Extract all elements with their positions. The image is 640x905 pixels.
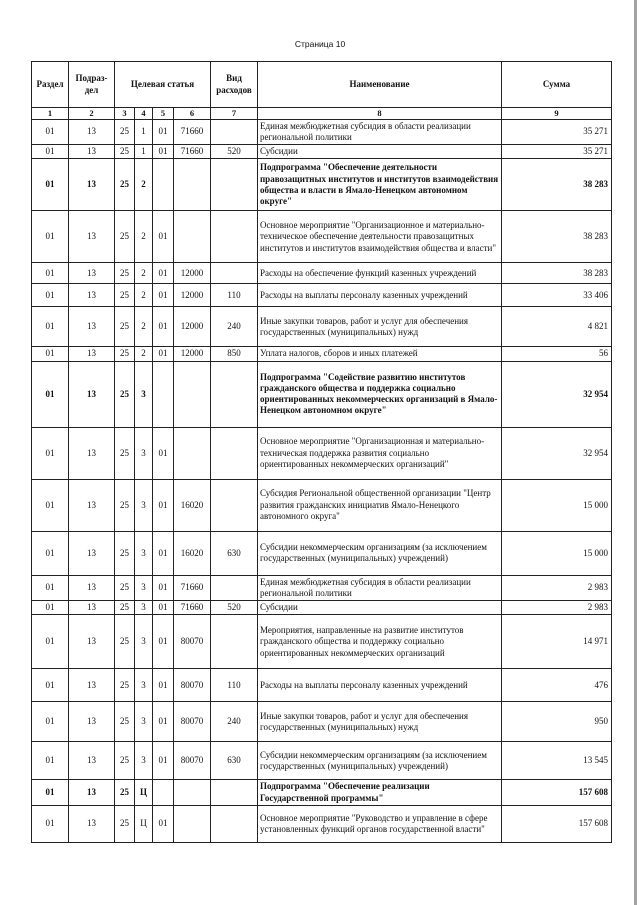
cell-target-code [174, 159, 211, 211]
cell-target-b: 3 [135, 427, 153, 479]
table-row [32, 307, 612, 347]
cell-vid-rashodov [211, 263, 258, 284]
cell-target-c: 01 [153, 263, 174, 284]
cell-target-a: 25 [115, 531, 135, 575]
cell-naimenovanie: Субсидии некоммерческим организациям (за исключением государственных (муниципальных) учреждений) [258, 531, 502, 575]
cell-vid-rashodov: 110 [211, 284, 258, 307]
cell-podrazdel: 13 [69, 427, 115, 479]
cell-target-a: 25 [115, 284, 135, 307]
cell-target-c: 01 [153, 742, 174, 780]
cell-target-b: 2 [135, 284, 153, 307]
cell-vid-rashodov [211, 427, 258, 479]
cell-target-c: 01 [153, 427, 174, 479]
cell-podrazdel: 13 [69, 669, 115, 702]
col-number: 2 [69, 108, 115, 120]
cell-target-code: 71660 [174, 601, 211, 615]
cell-vid-rashodov [211, 211, 258, 263]
cell-target-code: 12000 [174, 307, 211, 347]
header-celevaya-statya: Целевая статья [115, 62, 211, 108]
cell-naimenovanie: Расходы на выплаты персоналу казенных учреждений [258, 284, 502, 307]
cell-target-c: 01 [153, 531, 174, 575]
cell-target-b: Ц [135, 780, 153, 806]
header-vid-rashodov: Вид расходов [211, 62, 258, 108]
cell-vid-rashodov [211, 479, 258, 531]
cell-podrazdel: 13 [69, 479, 115, 531]
cell-razdel: 01 [32, 211, 69, 263]
cell-target-b: 3 [135, 361, 153, 427]
cell-razdel: 01 [32, 531, 69, 575]
cell-podrazdel: 13 [69, 284, 115, 307]
cell-target-code: 71660 [174, 119, 211, 145]
cell-naimenovanie: Иные закупки товаров, работ и услуг для обеспечения государственных (муниципальных) нужд [258, 702, 502, 742]
cell-target-a: 25 [115, 479, 135, 531]
cell-target-a: 25 [115, 211, 135, 263]
cell-naimenovanie: Субсидии [258, 601, 502, 615]
cell-naimenovanie: Основное мероприятие "Организационное и материально-техническое обеспечение деятельности правозащитных институтов и институтов взаимодействия общества и власти" [258, 211, 502, 263]
cell-target-a: 25 [115, 702, 135, 742]
cell-vid-rashodov: 520 [211, 601, 258, 615]
cell-razdel: 01 [32, 145, 69, 159]
cell-target-b: 2 [135, 159, 153, 211]
cell-target-c: 01 [153, 805, 174, 842]
header-podrazdel: Подраз-дел [69, 62, 115, 108]
col-number: 4 [135, 108, 153, 120]
cell-target-code: 16020 [174, 479, 211, 531]
table-header-row [32, 62, 612, 108]
cell-razdel: 01 [32, 742, 69, 780]
cell-summa: 950 [502, 702, 612, 742]
cell-target-b: 1 [135, 119, 153, 145]
cell-target-a: 25 [115, 742, 135, 780]
cell-target-b: 3 [135, 601, 153, 615]
page-number-label: Страница 10 [294, 39, 346, 49]
cell-razdel: 01 [32, 361, 69, 427]
cell-target-c: 01 [153, 702, 174, 742]
cell-target-code: 80070 [174, 615, 211, 669]
cell-target-b: 3 [135, 615, 153, 669]
cell-naimenovanie: Субсидии некоммерческим организациям (за исключением государственных (муниципальных) учреждений) [258, 742, 502, 780]
cell-target-b: 2 [135, 307, 153, 347]
cell-vid-rashodov [211, 615, 258, 669]
cell-vid-rashodov [211, 780, 258, 806]
cell-target-a: 25 [115, 119, 135, 145]
cell-target-code [174, 211, 211, 263]
cell-target-c: 01 [153, 211, 174, 263]
cell-razdel: 01 [32, 780, 69, 806]
table-row [32, 669, 612, 702]
cell-target-c: 01 [153, 347, 174, 361]
cell-target-code [174, 805, 211, 842]
table-row [32, 263, 612, 284]
cell-podrazdel: 13 [69, 119, 115, 145]
cell-target-a: 25 [115, 361, 135, 427]
cell-target-a: 25 [115, 307, 135, 347]
cell-target-c: 01 [153, 307, 174, 347]
cell-razdel: 01 [32, 479, 69, 531]
cell-target-a: 25 [115, 780, 135, 806]
cell-podrazdel: 13 [69, 805, 115, 842]
cell-target-a: 25 [115, 601, 135, 615]
col-number: 9 [502, 108, 612, 120]
cell-summa: 476 [502, 669, 612, 702]
cell-naimenovanie: Иные закупки товаров, работ и услуг для обеспечения государственных (муниципальных) нужд [258, 307, 502, 347]
cell-target-c: 01 [153, 615, 174, 669]
cell-target-code: 71660 [174, 575, 211, 601]
cell-naimenovanie: Подпрограмма "Обеспечение реализации Государственной программы" [258, 780, 502, 806]
cell-razdel: 01 [32, 119, 69, 145]
cell-podrazdel: 13 [69, 615, 115, 669]
cell-target-a: 25 [115, 347, 135, 361]
table-row [32, 615, 612, 669]
cell-naimenovanie: Субсидия Региональной общественной организации "Центр развития гражданских инициатив Ямало-Ненецкого автономного округа" [258, 479, 502, 531]
cell-vid-rashodov: 240 [211, 702, 258, 742]
cell-summa: 4 821 [502, 307, 612, 347]
cell-summa: 56 [502, 347, 612, 361]
table-row [32, 601, 612, 615]
cell-target-code: 16020 [174, 531, 211, 575]
budget-table [31, 61, 612, 843]
table-row [32, 145, 612, 159]
cell-target-code: 80070 [174, 742, 211, 780]
cell-summa: 35 271 [502, 119, 612, 145]
cell-target-a: 25 [115, 615, 135, 669]
cell-summa: 33 406 [502, 284, 612, 307]
cell-target-b: 2 [135, 211, 153, 263]
cell-summa: 32 954 [502, 427, 612, 479]
cell-naimenovanie: Подпрограмма "Обеспечение деятельности правозащитных институтов и институтов взаимодействия общества и власти в Ямало-Ненецком автономном округе" [258, 159, 502, 211]
cell-vid-rashodov [211, 159, 258, 211]
cell-vid-rashodov: 630 [211, 531, 258, 575]
cell-summa: 32 954 [502, 361, 612, 427]
cell-podrazdel: 13 [69, 601, 115, 615]
cell-podrazdel: 13 [69, 361, 115, 427]
table-row [32, 427, 612, 479]
col-number: 7 [211, 108, 258, 120]
cell-target-b: 3 [135, 702, 153, 742]
table-row [32, 702, 612, 742]
cell-vid-rashodov: 630 [211, 742, 258, 780]
cell-podrazdel: 13 [69, 575, 115, 601]
cell-target-c: 01 [153, 119, 174, 145]
cell-podrazdel: 13 [69, 780, 115, 806]
cell-naimenovanie: Субсидии [258, 145, 502, 159]
col-number: 3 [115, 108, 135, 120]
cell-target-b: Ц [135, 805, 153, 842]
cell-summa: 13 545 [502, 742, 612, 780]
cell-razdel: 01 [32, 307, 69, 347]
cell-podrazdel: 13 [69, 742, 115, 780]
cell-target-code: 12000 [174, 263, 211, 284]
header-summa: Сумма [502, 62, 612, 108]
table-row [32, 805, 612, 842]
cell-vid-rashodov [211, 575, 258, 601]
cell-razdel: 01 [32, 427, 69, 479]
col-number: 8 [258, 108, 502, 120]
header-naimenovanie: Наименование [258, 62, 502, 108]
cell-naimenovanie: Расходы на выплаты персоналу казенных учреждений [258, 669, 502, 702]
cell-target-c [153, 159, 174, 211]
table-row [32, 284, 612, 307]
cell-target-a: 25 [115, 263, 135, 284]
cell-target-b: 3 [135, 479, 153, 531]
cell-target-code [174, 427, 211, 479]
cell-target-c: 01 [153, 145, 174, 159]
cell-naimenovanie: Расходы на обеспечение функций казенных учреждений [258, 263, 502, 284]
cell-summa: 15 000 [502, 479, 612, 531]
cell-target-code: 71660 [174, 145, 211, 159]
cell-naimenovanie: Единая межбюджетная субсидия в области реализации региональной политики [258, 119, 502, 145]
table-row [32, 159, 612, 211]
cell-naimenovanie: Подпрограмма "Содействие развитию институтов гражданского общества и поддержка социально ориентированных некоммерческих организаций в Ямало-Ненецком автономном округе" [258, 361, 502, 427]
cell-target-a: 25 [115, 145, 135, 159]
cell-target-b: 3 [135, 531, 153, 575]
cell-summa: 2 983 [502, 601, 612, 615]
cell-summa: 38 283 [502, 211, 612, 263]
cell-target-code: 12000 [174, 284, 211, 307]
cell-summa: 2 983 [502, 575, 612, 601]
table-row [32, 211, 612, 263]
cell-summa: 15 000 [502, 531, 612, 575]
cell-target-a: 25 [115, 159, 135, 211]
cell-vid-rashodov [211, 805, 258, 842]
cell-target-a: 25 [115, 575, 135, 601]
table-row [32, 531, 612, 575]
cell-target-b: 3 [135, 742, 153, 780]
cell-podrazdel: 13 [69, 211, 115, 263]
cell-target-code: 12000 [174, 347, 211, 361]
cell-naimenovanie: Уплата налогов, сборов и иных платежей [258, 347, 502, 361]
cell-target-c [153, 780, 174, 806]
col-number: 5 [153, 108, 174, 120]
column-number-row [32, 108, 612, 120]
table-row [32, 575, 612, 601]
cell-target-b: 2 [135, 263, 153, 284]
cell-summa: 38 283 [502, 263, 612, 284]
cell-naimenovanie: Единая межбюджетная субсидия в области реализации региональной политики [258, 575, 502, 601]
cell-razdel: 01 [32, 615, 69, 669]
cell-vid-rashodov: 240 [211, 307, 258, 347]
cell-razdel: 01 [32, 263, 69, 284]
cell-razdel: 01 [32, 284, 69, 307]
col-number: 6 [174, 108, 211, 120]
cell-target-c: 01 [153, 479, 174, 531]
cell-target-a: 25 [115, 669, 135, 702]
cell-target-c: 01 [153, 669, 174, 702]
cell-naimenovanie: Основное мероприятие "Организационная и материально-техническая поддержка развития социально ориентированных некоммерческих организаций" [258, 427, 502, 479]
header-razdel: Раздел [32, 62, 69, 108]
cell-razdel: 01 [32, 702, 69, 742]
cell-vid-rashodov [211, 361, 258, 427]
cell-target-a: 25 [115, 805, 135, 842]
cell-target-b: 1 [135, 145, 153, 159]
cell-summa: 35 271 [502, 145, 612, 159]
cell-razdel: 01 [32, 601, 69, 615]
table-row [32, 742, 612, 780]
scan-edge-shadow [634, 0, 637, 905]
cell-target-c: 01 [153, 601, 174, 615]
cell-target-code [174, 780, 211, 806]
table-row [32, 479, 612, 531]
cell-target-b: 3 [135, 669, 153, 702]
cell-podrazdel: 13 [69, 159, 115, 211]
col-number: 1 [32, 108, 69, 120]
cell-naimenovanie: Мероприятия, направленные на развитие институтов гражданского общества и поддержку социально ориентированных некоммерческих организаций [258, 615, 502, 669]
table-row [32, 347, 612, 361]
table-row [32, 361, 612, 427]
cell-razdel: 01 [32, 805, 69, 842]
cell-razdel: 01 [32, 159, 69, 211]
cell-razdel: 01 [32, 669, 69, 702]
cell-summa: 38 283 [502, 159, 612, 211]
cell-podrazdel: 13 [69, 145, 115, 159]
cell-vid-rashodov [211, 119, 258, 145]
cell-target-c [153, 361, 174, 427]
cell-target-code [174, 361, 211, 427]
cell-summa: 157 608 [502, 805, 612, 842]
cell-target-c: 01 [153, 575, 174, 601]
cell-target-a: 25 [115, 427, 135, 479]
table-row [32, 780, 612, 806]
cell-naimenovanie: Основное мероприятие "Руководство и управление в сфере установленных функций органов государственной власти" [258, 805, 502, 842]
cell-vid-rashodov: 110 [211, 669, 258, 702]
cell-podrazdel: 13 [69, 263, 115, 284]
cell-razdel: 01 [32, 575, 69, 601]
cell-vid-rashodov: 850 [211, 347, 258, 361]
table-row [32, 119, 612, 145]
cell-target-b: 3 [135, 575, 153, 601]
cell-target-code: 80070 [174, 702, 211, 742]
cell-vid-rashodov: 520 [211, 145, 258, 159]
cell-target-code: 80070 [174, 669, 211, 702]
cell-podrazdel: 13 [69, 702, 115, 742]
cell-razdel: 01 [32, 347, 69, 361]
cell-target-b: 2 [135, 347, 153, 361]
cell-podrazdel: 13 [69, 347, 115, 361]
cell-summa: 157 608 [502, 780, 612, 806]
cell-podrazdel: 13 [69, 307, 115, 347]
cell-target-c: 01 [153, 284, 174, 307]
cell-summa: 14 971 [502, 615, 612, 669]
cell-podrazdel: 13 [69, 531, 115, 575]
